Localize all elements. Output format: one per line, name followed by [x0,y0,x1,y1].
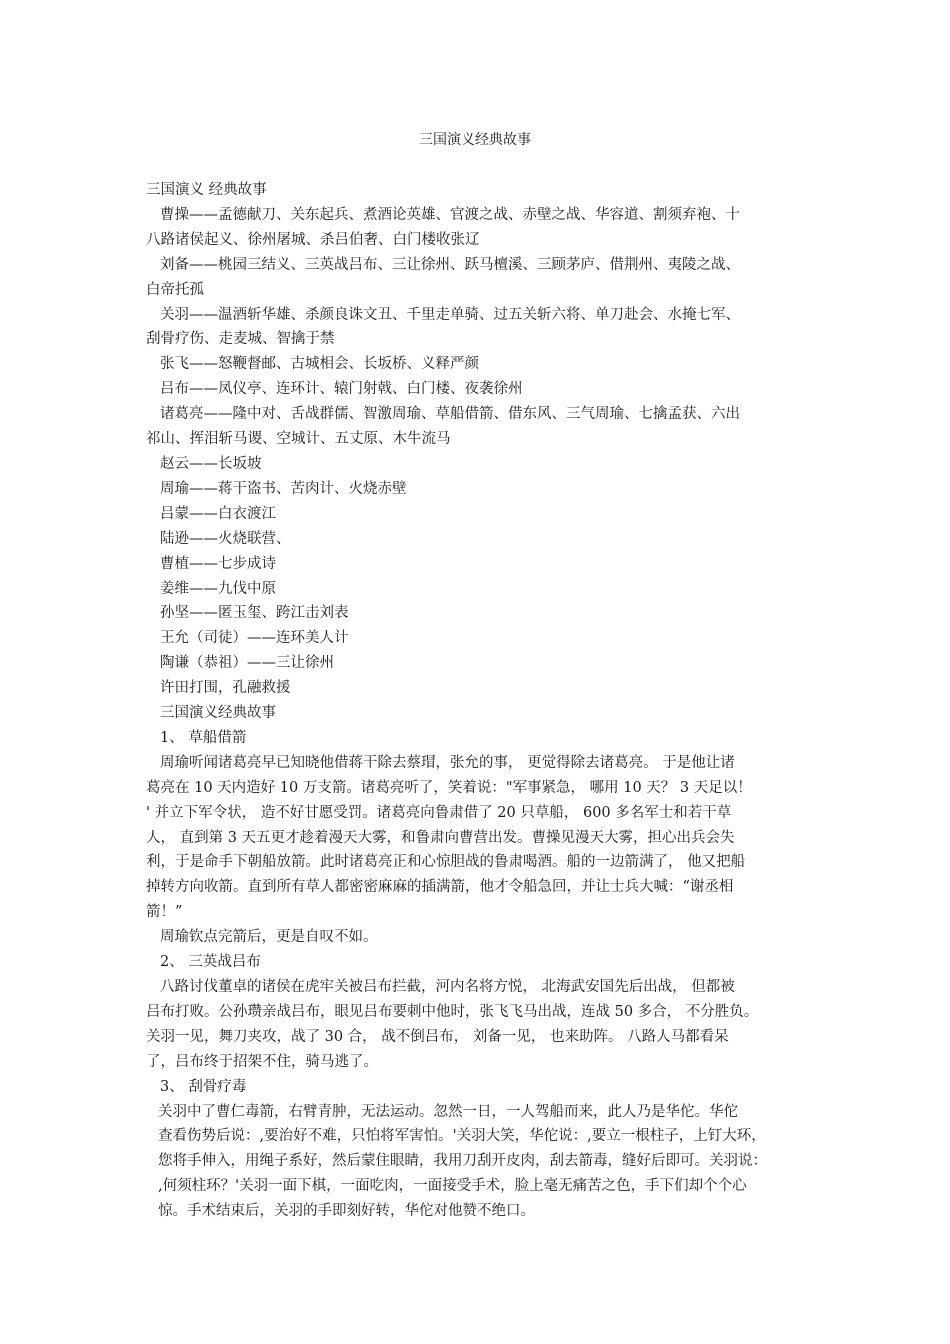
text-line: 陆逊——火烧联营、 [160,530,291,547]
text-line: ' 并立下军令状， 造不好甘愿受罚。诸葛亮向鲁肃借了 20 只草船， 600 多名军士和若干草 [146,804,732,821]
text-line: 掉转方向收箭。直到所有草人都密密麻麻的插满箭，他才令船急回，并让士兵大喊：“谢丞相 [146,879,734,896]
text-line: 关羽中了曹仁毒箭，右臂青肿，无法运动。忽然一日，一人驾船而来，此人乃是华佗。华佗 [158,1103,738,1120]
text-line: 关羽——温酒斩华雄、杀颜良诛文丑、千里走单骑、过五关斩六将、单刀赴会、水掩七军、 [160,306,740,323]
text-line: 1、 草船借箭 [160,729,247,746]
text-line: 赵云——长坂坡 [160,455,262,472]
text-line: 2、 三英战吕布 [160,954,261,971]
text-line: 曹操——孟德献刀、关东起兵、煮酒论英雄、官渡之战、赤壁之战、华容道、割须弃袍、十 [160,206,740,223]
text-line: 了，吕布终于招架不住，骑马逃了。 [146,1053,378,1070]
text-line: 3、 刮骨疗毒 [160,1078,247,1095]
text-line: 姜维——九伐中原 [160,580,276,597]
document-title: 三国演义经典故事 [419,132,531,148]
text-line: 许田打围，孔融救援 [160,680,291,697]
text-line: 八路诸侯起义、徐州屠城、杀吕伯奢、白门楼收张辽 [146,231,480,248]
text-line: 白帝托孤 [146,281,204,298]
document-body [146,178,810,1224]
text-line: 三国演义 经典故事 [146,182,267,198]
text-line: 利，于是命手下朝船放箭。此时诸葛亮正和心惊胆战的鲁肃喝酒。船的一边箭满了， 他又把船 [146,854,746,871]
text-line: 您将手伸入，用绳子系好，然后蒙住眼睛，我用刀刮开皮肉，刮去箭毒，缝好后即可。关羽说： [158,1153,767,1170]
text-line: 周瑜钦点完箭后，更是自叹不如。 [160,929,378,946]
text-line: 吕布打败。公孙瓒亲战吕布，眼见吕布要刺中他时，张飞飞马出战，连战 50 多合， 不分胜负。 [146,1003,759,1020]
text-line: 诸葛亮——隆中对、舌战群儒、智激周瑜、草船借箭、借东风、三气周瑜、七擒孟获、六出 [160,406,740,423]
text-line: 刮骨疗伤、走麦城、智擒于禁 [146,331,335,348]
text-line: 惊。手术结束后，关羽的手即刻好转，华佗对他赞不绝口。 [158,1203,535,1220]
text-line: 祁山、挥泪斩马谡、空城计、五丈原、木牛流马 [146,431,451,448]
text-line: 三国演义经典故事 [160,705,276,722]
text-line: 张飞——怒鞭督邮、古城相会、长坂桥、义释严颜 [160,356,479,373]
text-line: 孙坚——匿玉玺、跨江击刘表 [160,605,349,622]
text-line: 王允（司徒）——连环美人计 [160,630,349,647]
text-line: 吕蒙——白衣渡江 [160,505,276,522]
text-line: 周瑜听闻诸葛亮早已知晓他借蒋干除去蔡瑁，张允的事， 更觉得除去诸葛亮。 于是他让诸 [160,754,735,771]
text-line: ,何须柱环？'关羽一面下棋，一面吃肉，一面接受手术，脸上毫无痛苦之色，手下们却个个心 [158,1178,747,1195]
text-line: 葛亮在 10 天内造好 10 万支箭。诸葛亮听了，笑着说："军事紧急， 哪用 10 天？ 3 天足以！ [146,779,752,796]
text-line: 周瑜——蒋干盗书、苦肉计、火烧赤壁 [160,480,407,497]
text-line: 关羽一见，舞刀夹攻，战了 30 合， 战不倒吕布， 刘备一见， 也来助阵。 八路人马都看呆 [146,1028,729,1045]
text-line: 人， 直到第 3 天五更才趁着漫天大雾，和鲁肃向曹营出发。曹操见漫天大雾，担心出兵会失 [146,829,735,846]
text-line: 曹植——七步成诗 [160,555,276,572]
text-line: 刘备——桃园三结义、三英战吕布、三让徐州、跃马檀溪、三顾茅庐、借荆州、夷陵之战、 [160,256,740,273]
text-line: 八路讨伐董卓的诸侯在虎牢关被吕布拦截，河内名将方悦， 北海武安国先后出战， 但都被 [160,979,735,995]
text-line: 箭！” [146,904,183,921]
text-line: 查看伤势后说：,要治好不难，只怕将军害怕。'关羽大笑，华佗说：,要立一根柱子，上钉大环， [158,1128,766,1145]
text-line: 吕布——凤仪亭、连环计、辕门射戟、白门楼、夜袭徐州 [160,381,523,398]
text-line: 陶谦（恭祖）——三让徐州 [160,655,334,672]
